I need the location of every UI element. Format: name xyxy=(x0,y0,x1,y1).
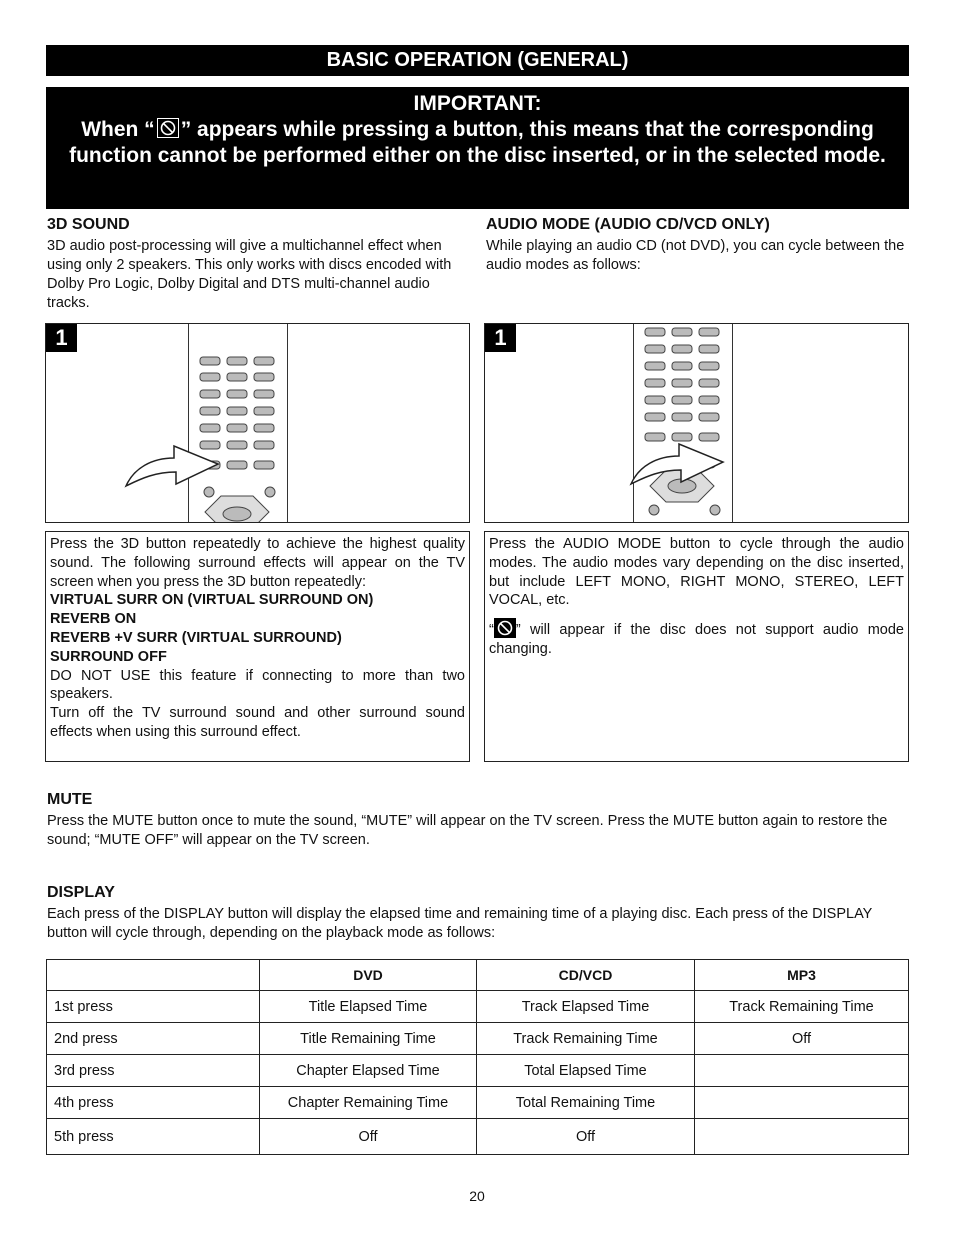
prohibited-icon xyxy=(494,618,516,638)
table-header: MP3 xyxy=(695,960,909,991)
remote-buttons-graphic xyxy=(189,324,287,522)
audio-mode-intro: While playing an audio CD (not DVD), you can cycle between the audio modes as follows: xyxy=(486,238,905,273)
table-header xyxy=(47,960,260,991)
table-row: 4th press Chapter Remaining Time Total Remaining Time xyxy=(47,1087,909,1119)
important-heading: IMPORTANT: xyxy=(413,92,542,115)
3d-sound-heading: 3D SOUND xyxy=(47,216,130,233)
effect-item: SURROUND OFF xyxy=(50,648,167,665)
table-row: 5th press Off Off xyxy=(47,1119,909,1155)
audio-mode-figure xyxy=(484,323,909,523)
page-title: BASIC OPERATION (GENERAL) xyxy=(326,49,629,71)
audio-mode-heading: AUDIO MODE (AUDIO CD/VCD ONLY) xyxy=(486,216,770,233)
page-title-bar xyxy=(46,45,909,76)
effect-item: REVERB +V SURR (VIRTUAL SURROUND) xyxy=(50,629,342,646)
table-row: 3rd press Chapter Elapsed Time Total Elapsed Time xyxy=(47,1055,909,1087)
effect-item: VIRTUAL SURR ON (VIRTUAL SURROUND ON) xyxy=(50,592,374,609)
step-number: 1 xyxy=(46,324,77,352)
prohibited-icon xyxy=(157,118,179,138)
3d-sound-figure xyxy=(45,323,470,523)
audio-mode-description: Press the AUDIO MODE button to cycle through the audio modes. The audio modes vary depending on the disc inserted, but include LEFT MONO, RIGHT MONO, STEREO, LEFT VOCAL, etc. “ ” will appear if the disc does not support audio mode changing. xyxy=(484,531,909,762)
mute-text: Press the MUTE button once to mute the sound, “MUTE” will appear on the TV screen. Press the MUTE button again to restore the sound; “MUTE OFF” will appear on the TV screen. xyxy=(47,813,888,848)
pointer-arrow-icon xyxy=(629,440,729,490)
page-number: 20 xyxy=(469,1188,485,1204)
pointer-arrow-icon xyxy=(124,442,224,492)
warning-text: DO NOT USE this feature if connecting to more than two speakers. xyxy=(50,667,465,703)
display-heading: DISPLAY xyxy=(47,884,115,901)
unsupported-note: “ ” will appear if the disc does not support audio mode changing. xyxy=(489,618,904,659)
step-number: 1 xyxy=(485,324,516,352)
effect-item: REVERB ON xyxy=(50,611,137,628)
remote-buttons-graphic xyxy=(634,324,732,522)
remote-control-illustration xyxy=(188,324,288,522)
display-mode-table xyxy=(46,959,909,1155)
table-header: DVD xyxy=(260,960,477,991)
remote-control-illustration xyxy=(633,324,733,522)
3d-sound-intro: 3D audio post-processing will give a multichannel effect when using only 2 speakers. This only works with discs encoded with Dolby Pro Logic, Dolby Digital and DTS multi-channel audio tracks. xyxy=(47,238,452,311)
table-row: 1st press Title Elapsed Time Track Elapsed Time Track Remaining Time xyxy=(47,991,909,1023)
table-header-row xyxy=(47,960,909,991)
important-text: When “ ” appears while pressing a button, this means that the corresponding function cannot be performed either on the disc inserted, or in the selected mode. xyxy=(69,118,886,167)
table-row: 2nd press Title Remaining Time Track Remaining Time Off xyxy=(47,1023,909,1055)
mute-heading: MUTE xyxy=(47,791,93,808)
warning-text: Turn off the TV surround sound and other surround sound effects when using this surround effect. xyxy=(50,705,465,740)
table-header: CD/VCD xyxy=(477,960,695,991)
important-notice xyxy=(46,87,909,209)
display-text: Each press of the DISPLAY button will display the elapsed time and remaining time of a playing disc. Each press of the DISPLAY button will cycle through, depending on the playback mode as follows: xyxy=(47,906,873,941)
3d-sound-description: Press the 3D button repeatedly to achieve the highest quality sound. The following surround effects will appear on the TV screen when you press the 3D button repeatedly: VIRTUAL SURR ON (VIRTUAL SURROUND ON) REVERB ON REVERB +V SURR (VIRTUAL SURROUND) SURROUND OFF DO NOT USE this feature if connecting to more than two speakers. Turn off the TV surround sound and other surround sound effects when using this surround effect. xyxy=(45,531,470,762)
